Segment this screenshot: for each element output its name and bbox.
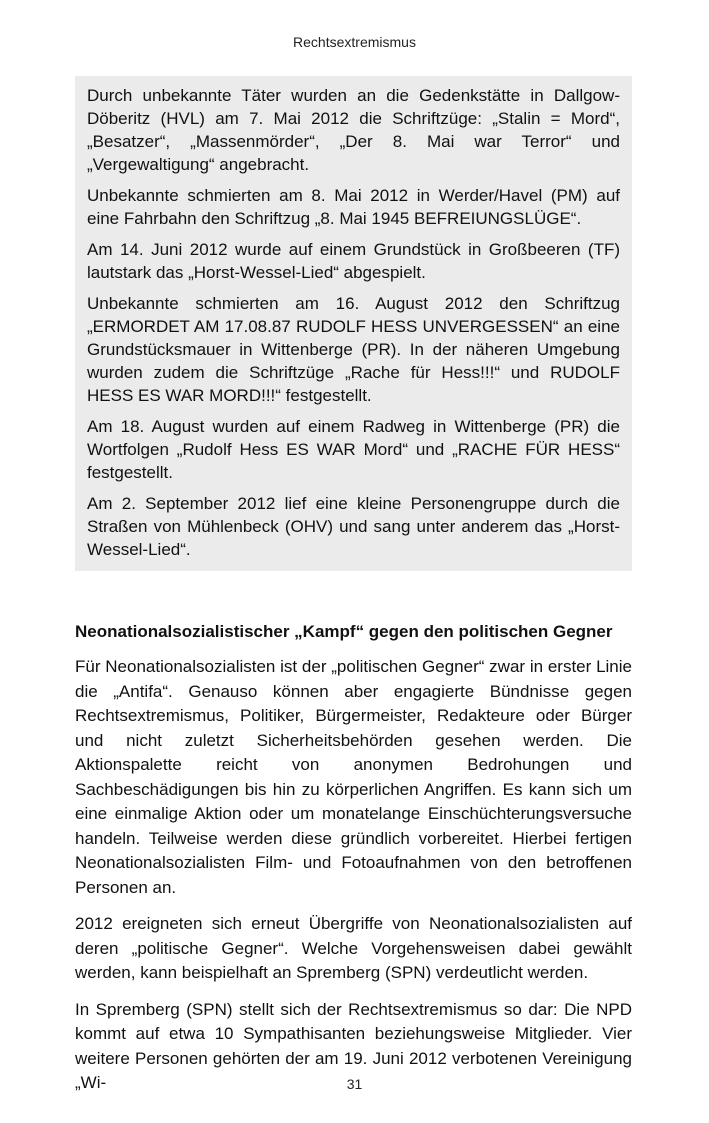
page-number: 31: [346, 1076, 363, 1092]
box-paragraph: Am 14. Juni 2012 wurde auf einem Grundstück in Großbeeren (TF) lautstark das „Horst-Wessel-Lied“ abgespielt.: [87, 240, 620, 282]
box-paragraph: Durch unbekannte Täter wurden an die Gedenkstätte in Dallgow-Döberitz (HVL) am 7. Mai 2012 die Schriftzüge: „Stalin = Mord“, „Besatzer“, „Massenmörder“, „Der 8. Mai war Terror“ und „Vergewaltigung“ angebracht.: [87, 86, 620, 174]
box-paragraph: Unbekannte schmierten am 16. August 2012 den Schriftzug „ERMORDET AM 17.08.87 RUDOLF HESS UNVERGESSEN“ an eine Grundstücksmauer in Wittenberge (PR). In der näheren Umgebung wurden zudem die Schriftzüge „Rache für Hess!!!“ und RUDOLF HESS ES WAR MORD!!!“ festgestellt.: [87, 294, 620, 405]
running-header: Rechtsextremismus: [293, 34, 416, 50]
box-paragraph: Am 2. September 2012 lief eine kleine Personengruppe durch die Straßen von Mühlenbeck (OHV) und sang unter anderem das „Horst-Wessel-Lied“.: [87, 494, 620, 559]
body-paragraph: Für Neonationalsozialisten ist der „politischen Gegner“ zwar in erster Linie die „Antifa“. Genauso können aber engagierte Bündnisse gegen Rechtsextremismus, Politiker, Bürgermeister, Redakteure oder Bürger und nicht zuletzt Sicherheitsbehörden gesehen werden. Die Aktionspalette reicht von anonymen Bedrohungen und Sachbeschädigungen bis hin zu körperlichen Angriffen. Es kann sich um eine einmalige Aktion oder um monatelange Einschüchterungsversuche handeln. Teilweise werden diese gründlich vorbereitet. Hierbei fertigen Neonationalsozialisten Film- und Fotoaufnahmen von den betroffenen Personen an.: [75, 657, 632, 897]
box-paragraph: Am 18. August wurden auf einem Radweg in Wittenberge (PR) die Wortfolgen „Rudolf Hess ES WAR Mord“ und „RACHE FÜR HESS“ festgestellt.: [87, 417, 620, 482]
box-paragraph: Unbekannte schmierten am 8. Mai 2012 in Werder/Havel (PM) auf eine Fahrbahn den Schriftzug „8. Mai 1945 BEFREIUNGSLÜGE“.: [87, 186, 620, 228]
main-body: [75, 620, 632, 1108]
case-examples-box: [75, 76, 632, 571]
section-heading: Neonationalsozialistischer „Kampf“ gegen den politischen Gegner: [75, 622, 613, 641]
body-paragraph: 2012 ereigneten sich erneut Übergriffe von Neonationalsozialisten auf deren „politische Gegner“. Welche Vorgehensweisen dabei gewählt werden, kann beispielhaft an Spremberg (SPN) verdeutlicht werden.: [75, 914, 632, 982]
body-paragraph: In Spremberg (SPN) stellt sich der Rechtsextremismus so dar: Die NPD kommt auf etwa 10 Sympathisanten beziehungsweise Mitglieder. Vier weitere Personen gehörten der am 19. Juni 2012 verbotenen Vereinigung „Wi-: [75, 999, 632, 1092]
